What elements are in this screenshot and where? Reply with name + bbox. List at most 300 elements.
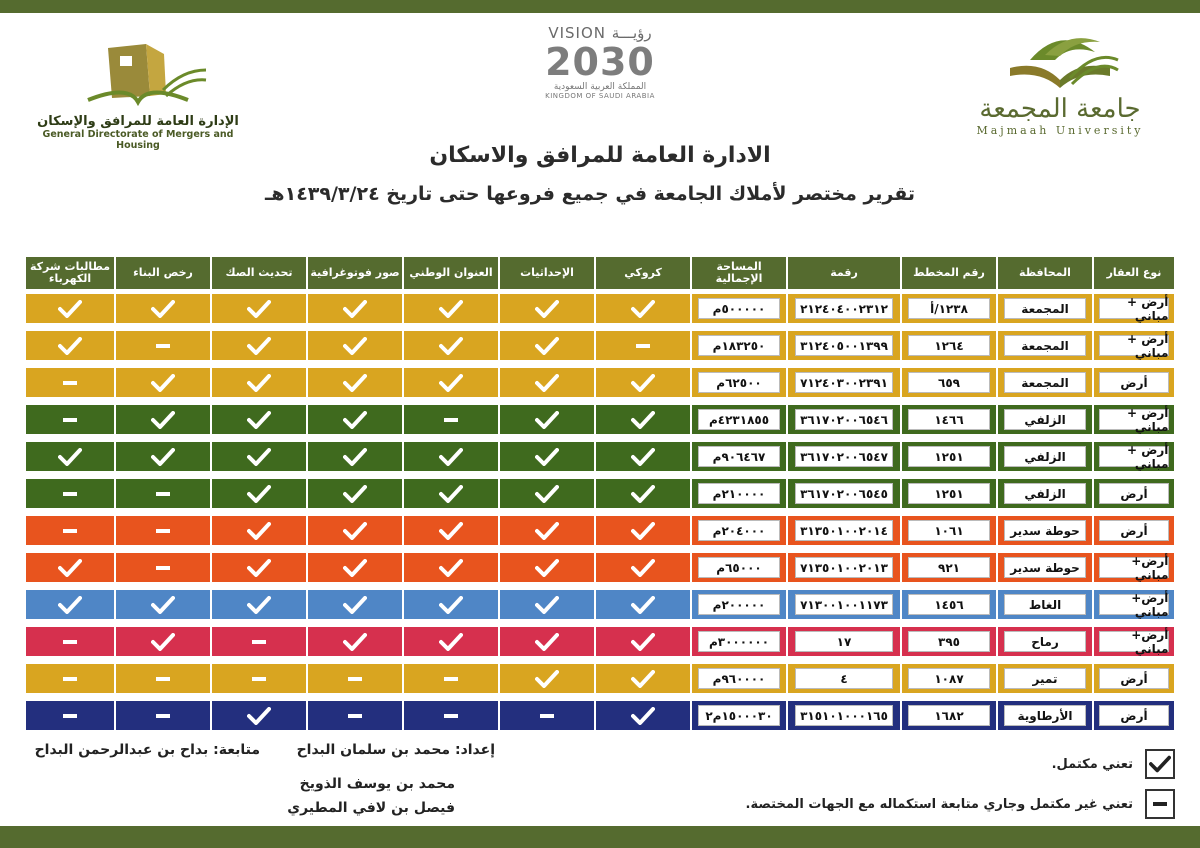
cell-value: ٩٦٠٠٠٠م — [698, 668, 781, 689]
cell-gov — [997, 330, 1093, 361]
cell-value: أرض — [1099, 372, 1170, 393]
status-cell — [595, 552, 691, 583]
check-icon — [631, 559, 655, 577]
cell-value: ٦٢٥٠٠م — [698, 372, 781, 393]
cell-value: ٤٢٣١٨٥٥م — [698, 409, 781, 430]
dash-icon — [252, 677, 266, 681]
status-cell — [499, 515, 595, 546]
dash-icon — [540, 714, 554, 718]
check-icon — [439, 448, 463, 466]
status-cell — [403, 589, 499, 620]
status-cell — [25, 515, 115, 546]
table-row — [25, 589, 1175, 620]
cell-gov — [997, 552, 1093, 583]
table-row — [25, 367, 1175, 398]
check-icon — [631, 485, 655, 503]
bottom-bar — [0, 826, 1200, 848]
cell-value: ٣٦١٧٠٢٠٠٦٥٤٥ — [795, 483, 893, 504]
cell-gov — [997, 478, 1093, 509]
status-cell — [115, 293, 211, 324]
check-icon — [535, 485, 559, 503]
check-icon — [343, 485, 367, 503]
cell-value: ٣٦١٧٠٢٠٠٦٥٤٧ — [795, 446, 893, 467]
check-icon — [343, 337, 367, 355]
status-cell — [115, 404, 211, 435]
dash-icon — [63, 418, 77, 422]
column-header: العنوان الوطني — [403, 256, 499, 290]
vision-word: VISION — [548, 24, 606, 42]
dash-icon — [444, 418, 458, 422]
cell-area — [691, 626, 787, 657]
status-cell — [211, 552, 307, 583]
cell-number — [787, 293, 901, 324]
cell-plan — [901, 404, 997, 435]
check-icon — [247, 374, 271, 392]
cell-plan — [901, 552, 997, 583]
dash-icon — [156, 714, 170, 718]
dash-icon — [63, 677, 77, 681]
status-cell — [499, 478, 595, 509]
cell-plan — [901, 515, 997, 546]
cell-gov — [997, 663, 1093, 694]
check-icon — [247, 448, 271, 466]
cell-area — [691, 478, 787, 509]
university-name-ar: جامعة المجمعة — [979, 94, 1141, 124]
cell-plan — [901, 700, 997, 731]
table-row — [25, 552, 1175, 583]
cell-value: ٦٥٩ — [908, 372, 991, 393]
page-subtitle: تقرير مختصر لأملاك الجامعة في جميع فروعها حتى تاريخ ١٤٣٩/٣/٢٤هـ — [264, 183, 916, 205]
dash-icon — [444, 677, 458, 681]
dash-icon — [348, 677, 362, 681]
status-cell — [115, 367, 211, 398]
cell-value: ١٤٥٦ — [908, 594, 991, 615]
cell-area — [691, 441, 787, 472]
status-cell — [307, 663, 403, 694]
cell-value: أرض + مباني — [1099, 298, 1170, 319]
check-icon — [631, 374, 655, 392]
status-cell — [307, 441, 403, 472]
status-cell — [25, 589, 115, 620]
dash-icon — [63, 381, 77, 385]
status-cell — [595, 663, 691, 694]
status-cell — [595, 515, 691, 546]
check-icon — [247, 559, 271, 577]
check-icon — [631, 411, 655, 429]
cell-value: أرض — [1099, 668, 1170, 689]
cell-gov — [997, 441, 1093, 472]
prepared-label: إعداد: — [454, 742, 495, 758]
check-icon — [535, 522, 559, 540]
check-icon — [439, 596, 463, 614]
cell-value: ١٢٥١ — [908, 483, 991, 504]
status-cell — [25, 441, 115, 472]
cell-value: ١٥٠٠٠٣٠م٢ — [698, 705, 781, 726]
cell-value: ١٢٣٨/أ — [908, 298, 991, 319]
cell-value: ٢١٠٠٠٠م — [698, 483, 781, 504]
check-icon — [58, 337, 82, 355]
status-cell — [403, 626, 499, 657]
cell-area — [691, 330, 787, 361]
status-cell — [211, 293, 307, 324]
prepared-line-1 — [297, 742, 495, 758]
cell-value: ١٦٨٢ — [908, 705, 991, 726]
check-icon — [343, 522, 367, 540]
cell-area — [691, 515, 787, 546]
check-icon — [439, 374, 463, 392]
legend-dash-row — [746, 788, 1175, 820]
cell-gov — [997, 404, 1093, 435]
check-icon — [439, 522, 463, 540]
status-cell — [403, 404, 499, 435]
cell-value: الأرطاوية — [1004, 705, 1087, 726]
cell-value: ٩٢١ — [908, 557, 991, 578]
dash-icon — [252, 640, 266, 644]
status-cell — [403, 330, 499, 361]
vision-year: 2030 — [545, 40, 655, 84]
status-cell — [115, 478, 211, 509]
status-cell — [499, 589, 595, 620]
check-icon — [247, 411, 271, 429]
followup-line: متابعة: بداح بن عبدالرحمن البداح — [34, 742, 260, 758]
cell-value: المجمعة — [1004, 298, 1087, 319]
top-bar — [0, 0, 1200, 13]
cell-number — [787, 552, 901, 583]
status-cell — [25, 367, 115, 398]
cell-area — [691, 589, 787, 620]
cell-plan — [901, 626, 997, 657]
cell-value: الزلفي — [1004, 446, 1087, 467]
cell-value: الزلفي — [1004, 409, 1087, 430]
cell-gov — [997, 293, 1093, 324]
cell-value: الزلفي — [1004, 483, 1087, 504]
cell-number — [787, 663, 901, 694]
kingdom-en: KINGDOM OF SAUDI ARABIA — [545, 92, 655, 100]
cell-value: ٣٩٥ — [908, 631, 991, 652]
cell-type — [1093, 293, 1175, 324]
column-header: رقمة — [787, 256, 901, 290]
preparer-2: محمد بن يوسف الذويخ — [299, 776, 455, 792]
cell-value: تمير — [1004, 668, 1087, 689]
check-icon — [151, 596, 175, 614]
cell-value: حوطة سدير — [1004, 520, 1087, 541]
cell-area — [691, 293, 787, 324]
table-row — [25, 441, 1175, 472]
department-logo — [28, 40, 248, 150]
status-cell — [403, 293, 499, 324]
cell-plan — [901, 663, 997, 694]
cell-area — [691, 552, 787, 583]
cell-type — [1093, 441, 1175, 472]
check-icon — [631, 707, 655, 725]
status-cell — [595, 293, 691, 324]
cell-number — [787, 404, 901, 435]
check-icon — [247, 707, 271, 725]
status-cell — [307, 330, 403, 361]
cell-number — [787, 700, 901, 731]
status-cell — [115, 515, 211, 546]
status-cell — [307, 700, 403, 731]
check-icon — [535, 448, 559, 466]
cell-type — [1093, 330, 1175, 361]
building-book-icon — [68, 40, 208, 108]
status-cell — [595, 441, 691, 472]
table-row — [25, 478, 1175, 509]
status-cell — [211, 663, 307, 694]
status-cell — [499, 626, 595, 657]
check-icon — [631, 448, 655, 466]
check-icon — [439, 485, 463, 503]
cell-value: أرض + مباني — [1099, 446, 1170, 467]
status-cell — [115, 700, 211, 731]
table-row — [25, 293, 1175, 324]
legend-check-box — [1145, 749, 1175, 779]
legend-dash-box — [1145, 789, 1175, 819]
column-header: رقم المخطط — [901, 256, 997, 290]
cell-value: ٣٦١٧٠٢٠٠٦٥٤٦ — [795, 409, 893, 430]
department-name-en: General Directorate of Mergers and Housing — [42, 129, 234, 151]
cell-value: ١٢٦٤ — [908, 335, 991, 356]
cell-value: ٣١٣٥٠١٠٠٢٠١٤ — [795, 520, 893, 541]
check-icon — [343, 411, 367, 429]
status-cell — [25, 478, 115, 509]
cell-value: ٣١٢٤٠٥٠٠١٣٩٩ — [795, 335, 893, 356]
check-icon — [535, 670, 559, 688]
cell-value: رماح — [1004, 631, 1087, 652]
status-cell — [25, 552, 115, 583]
check-icon — [151, 374, 175, 392]
check-icon — [247, 522, 271, 540]
cell-gov — [997, 700, 1093, 731]
cell-value: ١٨٣٢٥٠م — [698, 335, 781, 356]
status-cell — [499, 404, 595, 435]
cell-value: أرض — [1099, 705, 1170, 726]
cell-plan — [901, 441, 997, 472]
table-row — [25, 700, 1175, 731]
cell-number — [787, 330, 901, 361]
column-header: تحديث الصك — [211, 256, 307, 290]
status-cell — [595, 367, 691, 398]
status-cell — [499, 441, 595, 472]
cell-value: ٧١٣٠٠١٠٠١١٧٣ — [795, 594, 893, 615]
column-header: صور فوتوغرافية — [307, 256, 403, 290]
status-cell — [403, 552, 499, 583]
cell-gov — [997, 589, 1093, 620]
cell-value: أرض — [1099, 520, 1170, 541]
dash-icon — [156, 492, 170, 496]
dash-icon — [156, 677, 170, 681]
check-icon — [1149, 755, 1171, 773]
status-cell — [307, 478, 403, 509]
status-cell — [307, 515, 403, 546]
check-icon — [151, 633, 175, 651]
check-icon — [247, 596, 271, 614]
check-icon — [343, 633, 367, 651]
cell-area — [691, 404, 787, 435]
status-cell — [25, 330, 115, 361]
cell-value: المجمعة — [1004, 335, 1087, 356]
column-header: المحافظة — [997, 256, 1093, 290]
check-icon — [58, 559, 82, 577]
check-icon — [535, 596, 559, 614]
check-icon — [631, 300, 655, 318]
dash-icon — [156, 566, 170, 570]
dash-icon — [63, 529, 77, 533]
status-cell — [595, 700, 691, 731]
cell-plan — [901, 589, 997, 620]
check-icon — [343, 596, 367, 614]
status-cell — [115, 330, 211, 361]
cell-plan — [901, 330, 997, 361]
cell-number — [787, 626, 901, 657]
check-icon — [343, 300, 367, 318]
status-cell — [115, 626, 211, 657]
cell-value: ٢٠٤٠٠٠م — [698, 520, 781, 541]
cell-type — [1093, 515, 1175, 546]
cell-value: ١٠٨٧ — [908, 668, 991, 689]
page-title: الادارة العامة للمرافق والاسكان — [429, 143, 771, 168]
check-icon — [151, 411, 175, 429]
cell-gov — [997, 367, 1093, 398]
status-cell — [499, 700, 595, 731]
status-cell — [307, 552, 403, 583]
status-cell — [595, 589, 691, 620]
cell-value: ٧١٣٥٠١٠٠٢٠١٣ — [795, 557, 893, 578]
status-cell — [115, 441, 211, 472]
cell-value: أرض — [1099, 483, 1170, 504]
cell-value: أرض+ مباني — [1099, 594, 1170, 615]
check-icon — [151, 300, 175, 318]
cell-type — [1093, 367, 1175, 398]
cell-type — [1093, 478, 1175, 509]
status-cell — [307, 367, 403, 398]
check-icon — [535, 374, 559, 392]
cell-value: ٤ — [795, 668, 893, 689]
cell-value: ٦٥٠٠٠م — [698, 557, 781, 578]
dash-icon — [1153, 802, 1167, 806]
cell-value: حوطة سدير — [1004, 557, 1087, 578]
cell-type — [1093, 663, 1175, 694]
cell-value: ٣١٥١٠١٠٠٠١٦٥ — [795, 705, 893, 726]
cell-area — [691, 700, 787, 731]
check-icon — [535, 411, 559, 429]
cell-type — [1093, 404, 1175, 435]
cell-type — [1093, 626, 1175, 657]
cell-value: المجمعة — [1004, 372, 1087, 393]
legend-check-row — [1052, 748, 1175, 780]
status-cell — [307, 589, 403, 620]
department-name-ar: الإدارة العامة للمرافق والإسكان — [37, 114, 239, 129]
cell-value: ١٢٥١ — [908, 446, 991, 467]
status-cell — [211, 441, 307, 472]
status-cell — [307, 626, 403, 657]
cell-value: أرض + مباني — [1099, 409, 1170, 430]
dash-icon — [636, 344, 650, 348]
status-cell — [403, 367, 499, 398]
status-cell — [25, 626, 115, 657]
table-row — [25, 626, 1175, 657]
status-cell — [499, 330, 595, 361]
kingdom-ar: المملكة العربية السعودية — [553, 82, 647, 92]
check-icon — [535, 559, 559, 577]
check-icon — [58, 596, 82, 614]
cell-value: ١٤٦٦ — [908, 409, 991, 430]
column-header: المساحة الإجمالية — [691, 256, 787, 290]
check-icon — [343, 448, 367, 466]
check-icon — [535, 300, 559, 318]
status-cell — [499, 663, 595, 694]
check-icon — [58, 448, 82, 466]
cell-number — [787, 478, 901, 509]
check-icon — [535, 633, 559, 651]
legend-dash-text: تعني غير مكتمل وجاري متابعة استكماله مع الجهات المختصة. — [745, 796, 1133, 812]
cell-value: أرض+ مباني — [1099, 557, 1170, 578]
status-cell — [115, 663, 211, 694]
cell-number — [787, 441, 901, 472]
check-icon — [439, 633, 463, 651]
status-cell — [595, 330, 691, 361]
vision-2030-logo — [530, 24, 670, 124]
status-cell — [25, 293, 115, 324]
status-cell — [403, 663, 499, 694]
dash-icon — [156, 344, 170, 348]
university-logo — [960, 30, 1160, 155]
cell-plan — [901, 478, 997, 509]
preparer-1: محمد بن سلمان البداح — [296, 742, 451, 758]
dash-icon — [63, 640, 77, 644]
cell-number — [787, 515, 901, 546]
status-cell — [499, 552, 595, 583]
status-cell — [211, 700, 307, 731]
dash-icon — [63, 492, 77, 496]
status-cell — [115, 552, 211, 583]
dash-icon — [348, 714, 362, 718]
cell-type — [1093, 552, 1175, 583]
cell-value: ١٠٦١ — [908, 520, 991, 541]
status-cell — [403, 478, 499, 509]
dash-icon — [444, 714, 458, 718]
column-header: الإحداثيات — [499, 256, 595, 290]
check-icon — [535, 337, 559, 355]
column-header: رخص البناء — [115, 256, 211, 290]
table-header — [25, 256, 1175, 290]
cell-value: أرض + مباني — [1099, 335, 1170, 356]
check-icon — [247, 300, 271, 318]
table-row — [25, 330, 1175, 361]
check-icon — [631, 633, 655, 651]
status-cell — [595, 404, 691, 435]
status-cell — [403, 515, 499, 546]
cell-value: ٢٠٠٠٠٠م — [698, 594, 781, 615]
check-icon — [439, 559, 463, 577]
status-cell — [115, 589, 211, 620]
status-cell — [499, 367, 595, 398]
cell-area — [691, 663, 787, 694]
column-header: نوع العقار — [1093, 256, 1175, 290]
status-cell — [25, 663, 115, 694]
cell-plan — [901, 293, 997, 324]
cell-type — [1093, 700, 1175, 731]
check-icon — [247, 337, 271, 355]
cell-value: الغاط — [1004, 594, 1087, 615]
check-icon — [343, 559, 367, 577]
check-icon — [439, 337, 463, 355]
status-cell — [211, 515, 307, 546]
cell-value: ٥٠٠٠٠٠م — [698, 298, 781, 319]
status-cell — [403, 700, 499, 731]
cell-gov — [997, 515, 1093, 546]
cell-type — [1093, 589, 1175, 620]
